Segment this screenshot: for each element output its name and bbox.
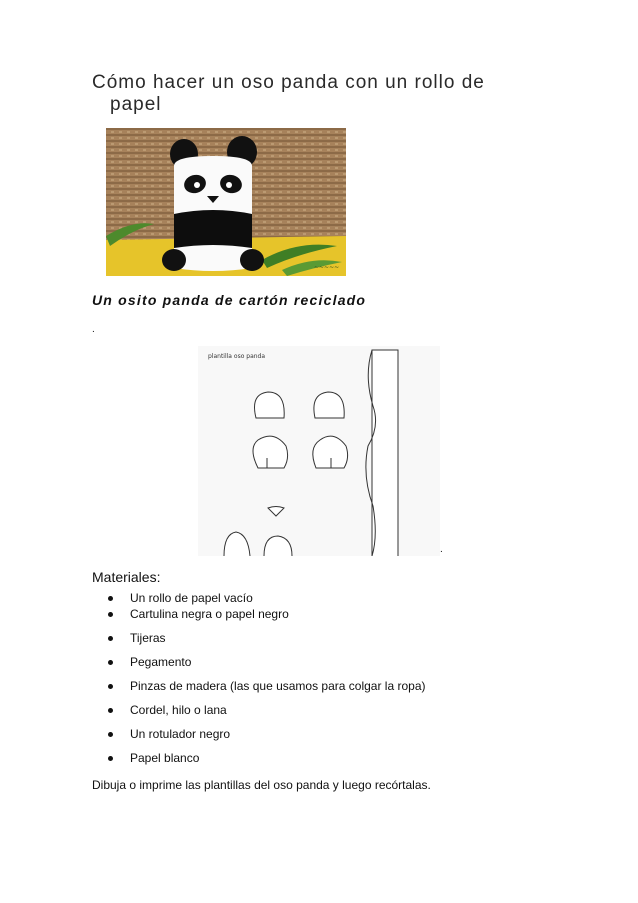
instructions-text: Dibuja o imprime las plantillas del oso panda y luego recórtalas. xyxy=(92,778,431,792)
list-item: Cordel, hilo o lana xyxy=(92,702,426,718)
list-item: Pegamento xyxy=(92,654,426,670)
page-title xyxy=(92,72,532,116)
list-item: Tijeras xyxy=(92,630,426,646)
separator-dot: . xyxy=(92,324,95,335)
panda-template-drawing xyxy=(198,346,440,556)
list-item: Un rotulador negro xyxy=(92,726,426,742)
materials-heading: Materiales: xyxy=(92,569,161,585)
svg-text:~~~~~: ~~~~~ xyxy=(314,264,340,271)
list-item: Un rollo de papel vacío xyxy=(92,590,426,606)
panda-photo xyxy=(92,128,346,276)
page-title-line2: papel xyxy=(110,94,162,115)
template-label: plantilla oso panda xyxy=(208,353,266,360)
panda-template-image xyxy=(198,346,440,556)
separator-dot-2: . xyxy=(440,544,443,555)
list-item: Papel blanco xyxy=(92,750,426,766)
subtitle: Un osito panda de cartón reciclado xyxy=(92,292,367,308)
page-title-line1: Cómo hacer un oso panda con un rollo de xyxy=(92,72,485,93)
materials-list xyxy=(92,590,426,766)
list-item: Cartulina negra o papel negro xyxy=(92,606,426,622)
list-item: Pinzas de madera (las que usamos para colgar la ropa) xyxy=(92,678,426,694)
